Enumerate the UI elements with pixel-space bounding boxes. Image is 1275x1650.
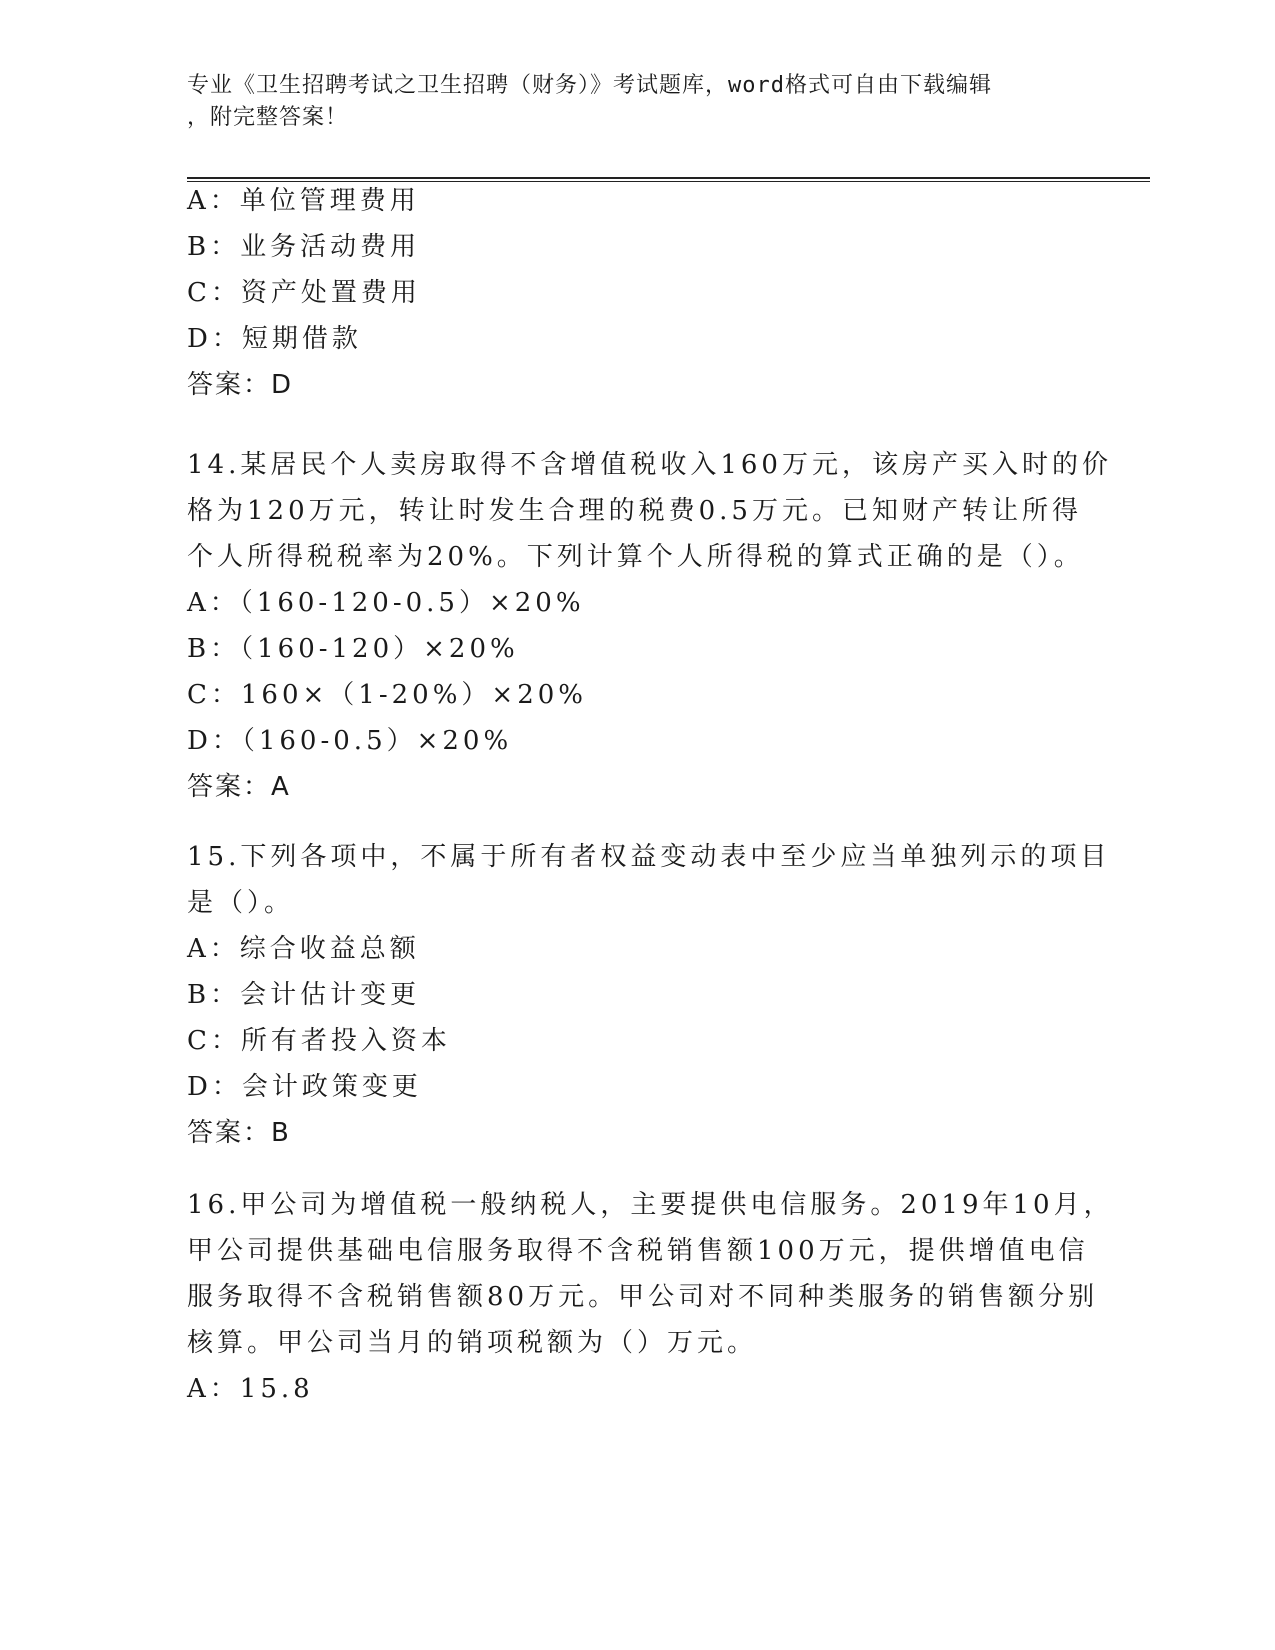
option-b: B：（160-120）×20% (187, 634, 519, 664)
header-line-2: ，附完整答案！ (187, 105, 349, 130)
question-13 (187, 178, 1087, 408)
question-stem-line: 格为120万元，转让时发生合理的税费0.5万元。已知财产转让所得 (187, 496, 1082, 526)
question-stem-line: 14.某居民个人卖房取得不含增值税收入160万元，该房产买入时的价 (187, 450, 1112, 480)
question-stem-line: 是（）。 (187, 888, 295, 918)
option-a: A：（160-120-0.5）×20% (187, 588, 585, 618)
answer-line: 答案：A (187, 772, 291, 802)
option-d: D：短期借款 (187, 324, 362, 354)
question-stem-line: 16.甲公司为增值税一般纳税人，主要提供电信服务。2019年10月， (187, 1190, 1114, 1220)
question-stem-line: 15.下列各项中，不属于所有者权益变动表中至少应当单独列示的项目 (187, 842, 1111, 872)
option-c: C：所有者投入资本 (187, 1026, 451, 1056)
document-header (187, 70, 1067, 134)
option-c: C：160×（1-20%）×20% (187, 680, 587, 710)
question-16 (187, 1182, 1114, 1412)
question-stem-line: 甲公司提供基础电信服务取得不含税销售额100万元，提供增值电信 (187, 1236, 1089, 1266)
option-b: B：会计估计变更 (187, 980, 421, 1010)
option-a: A：单位管理费用 (187, 186, 420, 216)
question-stem-line: 核算。甲公司当月的销项税额为（）万元。 (187, 1328, 758, 1358)
option-b: B：业务活动费用 (187, 232, 421, 262)
question-15 (187, 834, 1111, 1156)
answer-line: 答案：B (187, 1118, 291, 1148)
option-d: D：（160-0.5）×20% (187, 726, 513, 756)
option-a: A：15.8 (187, 1374, 314, 1404)
question-14 (187, 442, 1112, 810)
header-line-1: 专业《卫生招聘考试之卫生招聘（财务）》考试题库，word格式可自由下载编辑 (187, 73, 992, 98)
option-a: A：综合收益总额 (187, 934, 420, 964)
option-c: C：资产处置费用 (187, 278, 421, 308)
option-d: D：会计政策变更 (187, 1072, 422, 1102)
question-stem-line: 个人所得税税率为20%。下列计算个人所得税的算式正确的是（）。 (187, 542, 1084, 572)
question-stem-line: 服务取得不含税销售额80万元。甲公司对不同种类服务的销售额分别 (187, 1282, 1099, 1312)
answer-line: 答案：D (187, 370, 294, 400)
